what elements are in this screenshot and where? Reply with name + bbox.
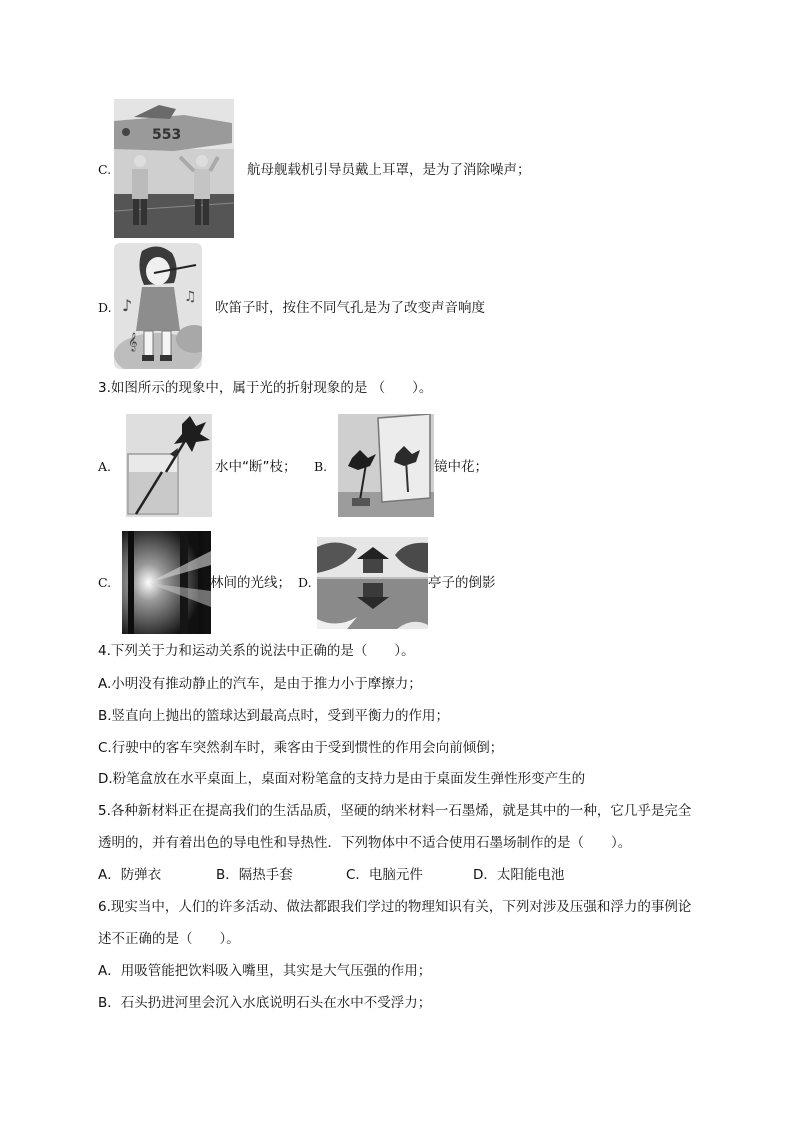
- q5-options: [98, 866, 564, 884]
- q5-option-c: C．电脑元件: [346, 867, 423, 883]
- q3-option-c-label: C.: [98, 575, 112, 590]
- treble-clef-icon: 𝄞: [128, 332, 138, 351]
- q2-option-d-text: 吹笛子时，按住不同气孔是为了改变声音响度: [215, 300, 485, 316]
- q5-option-d: D．太阳能电池: [473, 867, 565, 883]
- q2-option-c-text: 航母舰载机引导员戴上耳罩，是为了消除噪声；: [247, 162, 531, 178]
- q6-stem-line1: 6.现实当中，人们的许多活动、做法都跟我们学过的物理知识有关，下列对涉及压强和浮力的事例论: [98, 899, 692, 915]
- q3-stem: 3.如图所示的现象中，属于光的折射现象的是 （ ）。: [98, 380, 433, 396]
- jet-crew-photo: [114, 99, 234, 238]
- jet-number-text: 553: [152, 127, 182, 143]
- q4-option-b: B.竖直向上抛出的篮球达到最高点时，受到平衡力的作用；: [98, 708, 450, 724]
- branch-in-water-photo: [126, 414, 212, 517]
- q3-option-c-text: 林间的光线；: [210, 575, 291, 591]
- music-note-icon: ♫: [184, 289, 197, 305]
- q5-stem-line2: 透明的，并有着出色的导电性和导热性．下列物体中不适合使用石墨场制作的是（ ）。: [98, 835, 632, 851]
- q3-option-d-text: 亭子的倒影: [428, 575, 496, 591]
- q5-option-b: B．隔热手套: [216, 867, 293, 883]
- q3-option-a-text: 水中“断”枝；: [215, 459, 297, 475]
- q5-stem-line1: 5.各种新材料正在提高我们的生活品质，坚硬的纳米材料一石墨烯，就是其中的一种，它几乎是完全: [98, 803, 692, 819]
- q5-option-a: A．防弹衣: [98, 867, 162, 883]
- q3-option-a-label: A.: [98, 459, 112, 474]
- forest-light-photo: [122, 531, 211, 634]
- q6-option-a: A．用吸管能把饮料吸入嘴里，其实是大气压强的作用；: [98, 963, 432, 979]
- q4-stem: 4.下列关于力和运动关系的说法中正确的是（ ）。: [98, 643, 415, 659]
- q2-option-c-label: C.: [98, 162, 112, 177]
- q4-option-c: C.行驶中的客车突然刹车时，乘客由于受到惯性的作用会向前倾倒；: [98, 740, 504, 756]
- music-note-icon: ♪: [122, 296, 133, 315]
- q3-option-d-label: D.: [298, 575, 312, 590]
- q6-option-b: B．石头扔进河里会沉入水底说明石头在水中不受浮力；: [98, 995, 432, 1011]
- q4-option-a: A.小明没有推动静止的汽车，是由于推力小于摩擦力；: [98, 676, 422, 692]
- girl-flute-illustration: [114, 243, 202, 369]
- q4-option-d: D.粉笔盒放在水平桌面上，桌面对粉笔盒的支持力是由于桌面发生弹性形变产生的: [98, 771, 586, 787]
- q6-stem-line2: 述不正确的是（ ）。: [98, 931, 240, 947]
- q3-option-b-text: 镜中花；: [434, 459, 488, 475]
- flower-in-mirror-photo: [338, 414, 434, 517]
- q3-option-b-label: B.: [314, 459, 328, 474]
- q2-option-d-label: D.: [98, 300, 112, 315]
- pavilion-reflection-photo: [317, 537, 428, 629]
